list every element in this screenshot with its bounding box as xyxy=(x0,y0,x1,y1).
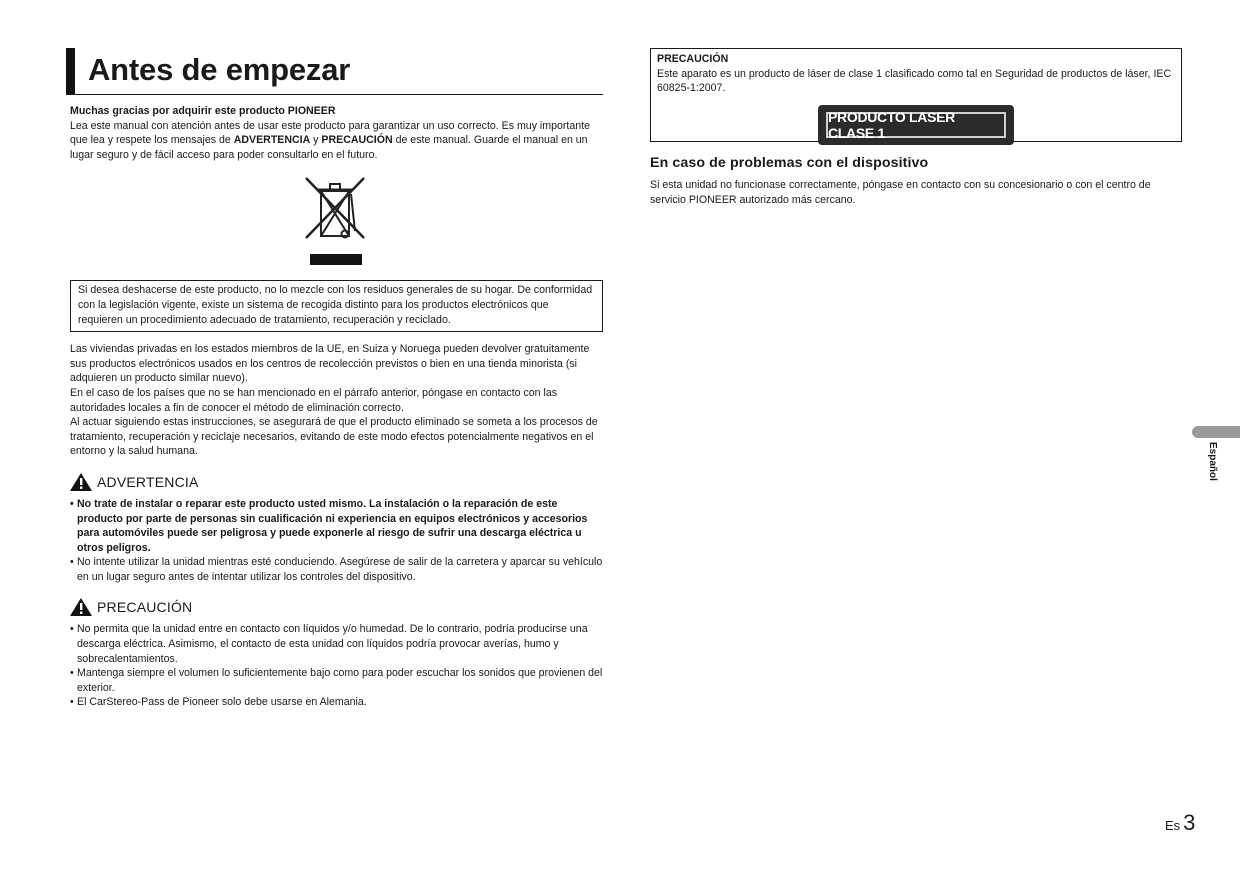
intro-text-1: Lea este manual con atención antes de usar este producto para garantizar un uso correcto. Es muy importante que lea y respete los mensajes de xyxy=(70,119,590,147)
disposal-box xyxy=(70,280,603,332)
page-number-value: 3 xyxy=(1183,810,1196,835)
paragraph: En el caso de los países que no se han mencionado en el párrafo anterior, póngase en contacto con las autoridades locales a fin de conocer el método de eliminación correcto. xyxy=(70,386,558,414)
paragraph: Al actuar siguiendo estas instrucciones, se asegurará de que el producto eliminado se someta a los procesos de tratamiento, recuperación y reciclaje necesarios, evitando de este modo efectos potencialmente negativos en el entorno y la salud humana. xyxy=(70,416,598,458)
intro-strong-caution: PRECAUCIÓN xyxy=(321,134,393,147)
intro-heading: Muchas gracias por adquirir este producto PIONEER xyxy=(70,105,336,117)
problems-heading: En caso de problemas con el dispositivo xyxy=(650,155,929,171)
caution-list xyxy=(70,622,603,710)
disposal-paragraphs xyxy=(70,342,603,459)
laser-class-label-text: PRODUCTO LASER CLASE 1 xyxy=(826,112,1006,138)
page-lang: Es xyxy=(1165,818,1181,833)
laser-caution-title: PRECAUCIÓN xyxy=(657,53,729,65)
warning-heading xyxy=(70,472,603,492)
caution-title: PRECAUCIÓN xyxy=(97,599,193,616)
intro-strong-warning: ADVERTENCIA xyxy=(233,134,311,147)
intro xyxy=(70,104,603,162)
intro-text-3: de este manual. Guarde el manual en un lugar seguro y de fácil acceso para poder consultarlo en el futuro. xyxy=(70,134,588,161)
list-item: • No permita que la unidad entre en contacto con líquidos y/o humedad. De lo contrario, podría producirse una descarga eléctrica. Asimismo, el contacto de esta unidad con líquidos podría provocar averías, humo y sobrecalentamientos. xyxy=(70,622,603,666)
list-item: • El CarStereo-Pass de Pioneer solo debe usarse en Alemania. xyxy=(70,695,603,710)
page-number xyxy=(1165,810,1195,836)
warning-triangle-icon xyxy=(70,598,92,616)
laser-class-label xyxy=(818,105,1014,145)
laser-caution-box xyxy=(650,48,1182,142)
language-tab xyxy=(1192,426,1240,438)
left-column xyxy=(70,48,603,710)
language-tab-label: Español xyxy=(1207,442,1218,481)
disposal-text: Si desea deshacerse de este producto, no lo mezcle con los residuos generales de su hogar. De conformidad con la legislación vigente, existe un sistema de recogida distinto para los productos electrónicos que requieren un procedimiento adecuado de tratamiento, recuperación y reciclado. xyxy=(78,284,593,326)
list-item: • Mantenga siempre el volumen lo suficientemente bajo como para poder escuchar los sonidos que provienen del exterior. xyxy=(70,666,603,695)
page-title-text: Antes de empezar xyxy=(88,52,351,87)
caution-heading xyxy=(70,597,603,617)
laser-caution-text: Este aparato es un producto de láser de clase 1 clasificado como tal en Seguridad de productos de láser, IEC 60825-1:2007. xyxy=(657,67,1172,95)
page-title xyxy=(66,48,603,95)
list-item: • No intente utilizar la unidad mientras esté conduciendo. Asegúrese de salir de la carretera y aparcar su vehículo en un lugar seguro antes de intentar utilizar los controles del dispositivo. xyxy=(70,555,603,584)
paragraph: Las viviendas privadas en los estados miembros de la UE, en Suiza y Noruega pueden devolver gratuitamente sus productos electrónicos usados en los centros de recolección previstos o bien en una tienda minorista (si adquieren un producto similar nuevo). xyxy=(70,343,590,385)
title-bar xyxy=(66,48,75,94)
intro-text-2: y xyxy=(310,134,322,147)
recycle-symbol xyxy=(70,176,603,266)
right-column xyxy=(650,48,1182,207)
problems-text: Si esta unidad no funcionase correctamente, póngase en contacto con su concesionario o con el centro de servicio PIONEER autorizado más cercano. xyxy=(650,179,1151,206)
crossed-out-wheelie-bin-icon xyxy=(304,176,368,266)
warning-triangle-icon xyxy=(70,473,92,491)
warning-title: ADVERTENCIA xyxy=(97,473,199,490)
warning-list xyxy=(70,497,603,585)
list-item: • No trate de instalar o reparar este producto usted mismo. La instalación o la reparación de este producto por parte de personas sin cualificación ni experiencia en equipos electrónicos y accesorios para automóviles puede ser peligrosa y puede exponerle al riesgo de sufrir una descarga eléctrica u otros peligros. xyxy=(70,497,603,555)
intro-paragraph xyxy=(70,104,603,162)
